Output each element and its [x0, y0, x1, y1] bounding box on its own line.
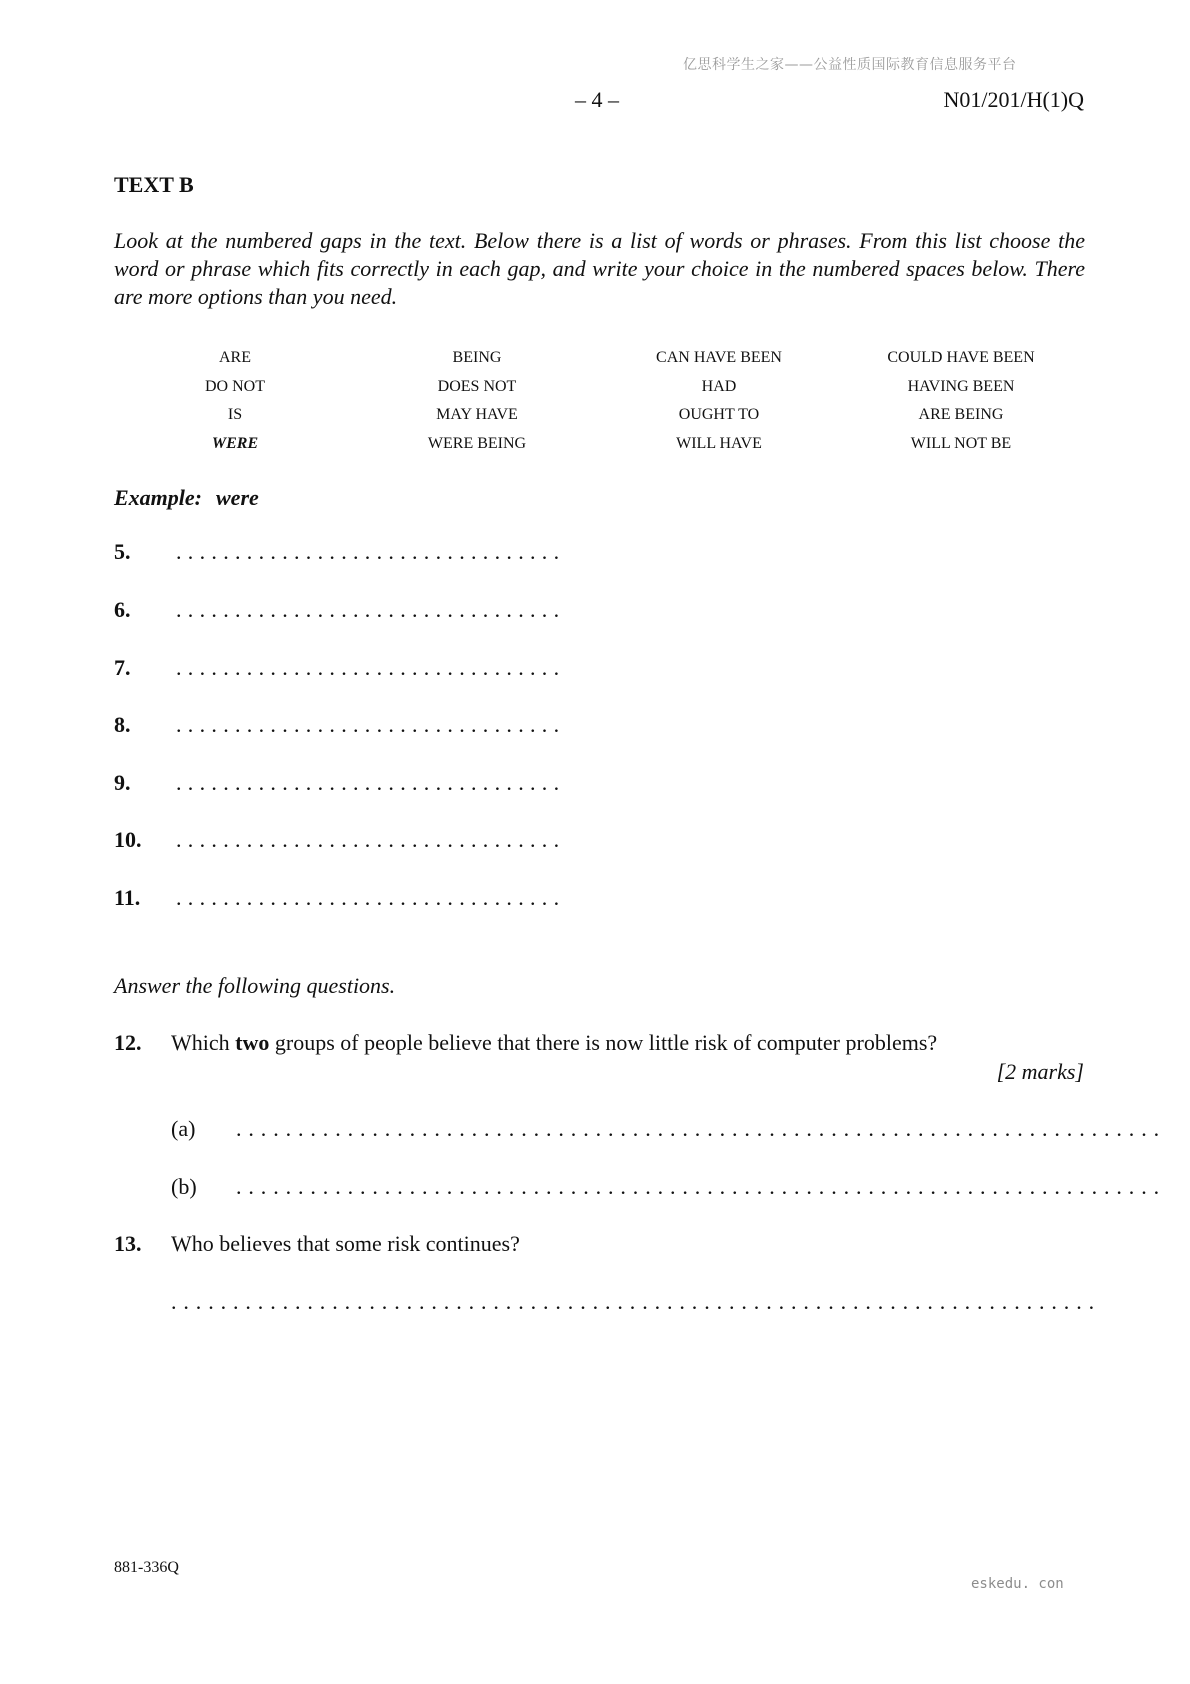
option-item: DOES NOT: [437, 377, 517, 395]
option-item: WILL NOT BE: [910, 434, 1012, 452]
answer-part-a[interactable]: [171, 1116, 1166, 1142]
section-title: TEXT B: [114, 172, 194, 197]
answer-number: 6.: [114, 597, 131, 622]
example-value: were: [216, 485, 259, 510]
word-options-grid: [114, 347, 1085, 454]
answer-number: 9.: [114, 770, 131, 795]
option-item: COULD HAVE BEEN: [887, 349, 1035, 366]
answer-line-11[interactable]: [114, 885, 565, 911]
answer-line-6[interactable]: [114, 597, 565, 623]
option-item: BEING: [452, 349, 502, 366]
option-item: MAY HAVE: [436, 406, 518, 423]
answer-line-8[interactable]: [114, 712, 565, 738]
question-13: [114, 1231, 1085, 1257]
option-item: ARE: [219, 349, 251, 366]
answer-number: 5.: [114, 539, 131, 564]
option-item: WILL HAVE: [676, 434, 762, 452]
option-item: CAN HAVE BEEN: [656, 349, 782, 366]
bottom-watermark: eskedu. con: [971, 1576, 1064, 1592]
question-12: [114, 1030, 1085, 1056]
answer-line-5[interactable]: [114, 539, 565, 565]
answer-number: 10.: [114, 827, 142, 852]
questions-intro: Answer the following questions.: [114, 973, 396, 998]
option-item: WERE BEING: [427, 434, 527, 452]
answer-line-7[interactable]: [114, 655, 565, 681]
answer-dots[interactable]: .................................: [176, 597, 566, 622]
option-item: HAVING BEEN: [907, 377, 1015, 395]
answer-part-b[interactable]: [171, 1174, 1166, 1200]
top-watermark: 亿思科学生之家——公益性质国际教育信息服务平台: [683, 57, 1017, 73]
answer-line-10[interactable]: [114, 827, 565, 853]
answer-dots[interactable]: .................................: [176, 712, 566, 737]
footer-code: 881-336Q: [114, 1559, 179, 1576]
instructions: Look at the numbered gaps in the text. Below there is a list of words or phrases. From this list choose the word or phrase which fits correctly in each gap, and write your choice in the numbered spaces below. There are more options than you need.: [114, 228, 1085, 309]
answer-dots[interactable]: .................................: [176, 827, 566, 852]
option-item: HAD: [701, 377, 737, 395]
question-text: Who believes that some risk continues?: [171, 1231, 520, 1256]
option-item: OUGHT TO: [678, 406, 760, 423]
answer-dots[interactable]: .................................: [176, 770, 566, 795]
question-number: 12.: [114, 1030, 142, 1055]
option-item: DO NOT: [205, 377, 265, 395]
answer-dots[interactable]: .................................: [176, 885, 566, 910]
option-item: IS: [227, 406, 243, 423]
answer-dots[interactable]: .................................: [176, 539, 566, 564]
example-label: Example:: [114, 485, 202, 510]
example: [114, 485, 259, 511]
marks-label: [2 marks]: [996, 1059, 1084, 1084]
option-item: ARE BEING: [918, 406, 1004, 423]
answer-line-13[interactable]: ...........................................................................: [171, 1289, 1101, 1314]
answer-dots[interactable]: .................................: [176, 655, 566, 680]
part-label: (a): [171, 1116, 196, 1141]
answer-number: 7.: [114, 655, 131, 680]
part-label: (b): [171, 1174, 197, 1199]
answer-number: 11.: [114, 885, 141, 910]
question-text-start: Which: [171, 1030, 236, 1055]
answer-number: 8.: [114, 712, 131, 737]
page-number: – 4 –: [575, 87, 619, 112]
answer-dots[interactable]: ...........................................................................: [236, 1174, 1166, 1199]
paper-code: N01/201/H(1)Q: [943, 87, 1084, 112]
option-item-example: WERE: [211, 434, 259, 452]
answer-line-9[interactable]: [114, 770, 565, 796]
question-text-end: groups of people believe that there is now little risk of computer problems?: [269, 1030, 938, 1055]
question-number: 13.: [114, 1231, 142, 1256]
answer-dots[interactable]: ...........................................................................: [236, 1116, 1166, 1141]
question-text-bold: two: [235, 1030, 270, 1055]
